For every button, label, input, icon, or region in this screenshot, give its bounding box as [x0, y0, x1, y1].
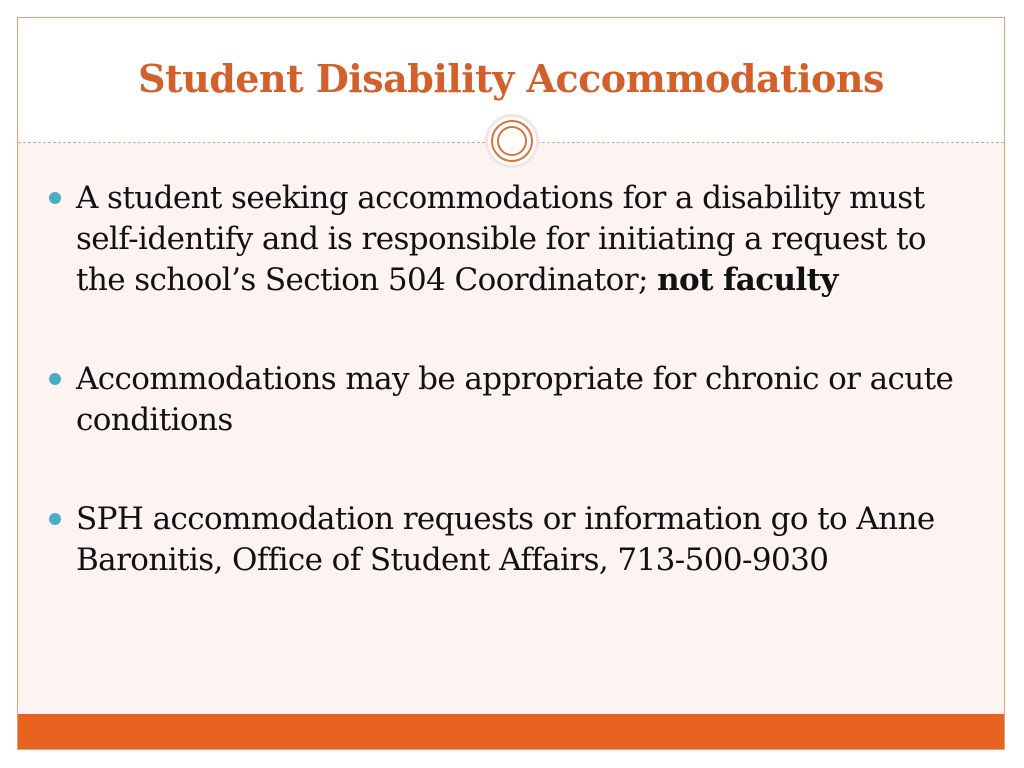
- slide-title: Student Disability Accommodations: [138, 56, 884, 101]
- bullet-emphasis: not faculty: [657, 262, 838, 298]
- outer-ring: [491, 120, 533, 162]
- bullet-text: SPH accommodation requests or information go to Anne Baronitis, Office of Student Affairs, 713-500-9030: [76, 501, 935, 578]
- bullet-text: Accommodations may be appropriate for chronic or acute conditions: [76, 361, 954, 438]
- round-bullet-icon: [49, 513, 61, 525]
- bullet-list: [48, 178, 978, 581]
- inner-ring: [497, 126, 527, 156]
- bullet-text: A student seeking accommodations for a disability must self-identify and is responsible for initiating a request to the school’s Section 504 Coordinator;: [76, 180, 926, 298]
- bullet-item: [48, 499, 978, 581]
- slide: [17, 17, 1005, 750]
- bullet-item: [48, 178, 978, 301]
- round-bullet-icon: [49, 192, 61, 204]
- footer-bar: [18, 714, 1004, 749]
- round-bullet-icon: [49, 373, 61, 385]
- bullet-item: [48, 359, 978, 441]
- double-ring-ornament-icon: [485, 114, 539, 168]
